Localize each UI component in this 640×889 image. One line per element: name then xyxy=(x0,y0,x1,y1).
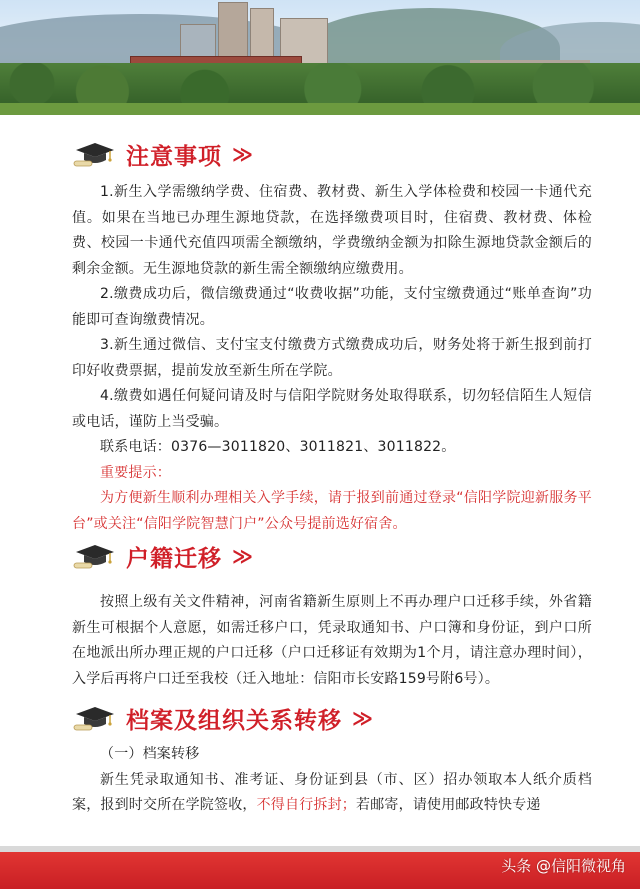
paragraph: 3.新生通过微信、支付宝支付缴费方式缴费成功后，财务处将于新生报到前打印好收费票据，提前发放至新生所在学院。 xyxy=(72,337,592,379)
paragraph: 按照上级有关文件精神，河南省籍新生原则上不再办理户口迁移手续，外省籍新生可根据个人意愿，如需迁移户口，凭录取通知书、户口簿和身份证，到户口所在地派出所办理正规的户口迁移（户口迁移证有效期为1个月，请注意办理时间），入学后再将户口迁至我校（迁入地址：信阳市长安路159号附6号）。 xyxy=(72,594,592,687)
graduation-cap-icon xyxy=(72,541,118,571)
graduation-cap-icon xyxy=(72,703,118,733)
warning-text: 不得自行拆封； xyxy=(256,797,357,813)
section-header-archives xyxy=(72,700,373,736)
footer-stripe xyxy=(0,846,640,852)
chevron-right-icon: ≫ xyxy=(232,142,253,166)
household-body xyxy=(72,590,592,692)
text-run: 若邮寄，请使用邮政特快专递 xyxy=(356,797,541,813)
notes-body xyxy=(72,180,592,537)
notice-text: 为方便新生顺利办理相关入学手续，请于报到前通过登录“信阳学院迎新服务平台”或关注“信阳学院智慧门户”公众号提前选好宿舍。 xyxy=(72,490,592,532)
section-title: 档案及组织关系转移 xyxy=(126,707,342,734)
chevron-right-icon: ≫ xyxy=(352,706,373,730)
section-title: 注意事项 xyxy=(126,143,222,170)
subheading: （一）档案转移 xyxy=(100,746,200,762)
lawn xyxy=(0,103,640,115)
section-header-notes xyxy=(72,136,253,172)
paragraph xyxy=(72,768,592,819)
notice-label: 重要提示： xyxy=(100,464,171,481)
paragraph: 2.缴费成功后，微信缴费通过“收费收据”功能，支付宝缴费通过“账单查询”功能即可查询缴费情况。 xyxy=(72,286,592,328)
archives-body xyxy=(72,742,592,819)
header-campus-photo xyxy=(0,0,640,115)
paragraph: 1.新生入学需缴纳学费、住宿费、教材费、新生入学体检费和校园一卡通代充值。如果在当地已办理生源地贷款，在选择缴费项目时，住宿费、教材费、体检费、校园一卡通代充值四项需全额缴纳，学费缴纳金额为扣除生源地贷款金额后的剩余金额。无生源地贷款的新生需全额缴纳应缴费用。 xyxy=(72,184,592,277)
contact-phone: 联系电话：0376—3011820、3011821、3011822。 xyxy=(100,439,456,455)
paragraph: 4.缴费如遇任何疑问请及时与信阳学院财务处取得联系，切勿轻信陌生人短信或电话，谨防上当受骗。 xyxy=(72,388,592,430)
graduation-cap-icon xyxy=(72,139,118,169)
section-title: 户籍迁移 xyxy=(126,545,222,572)
chevron-right-icon: ≫ xyxy=(232,544,253,568)
watermark: 头条 @信阳微视角 xyxy=(501,857,626,875)
text-run: 新生凭录取通知书、准考证、身份证到县（市、区）招办领取本人纸介质档案，报到时交所在学院签收， xyxy=(72,771,592,813)
section-header-household xyxy=(72,538,253,574)
